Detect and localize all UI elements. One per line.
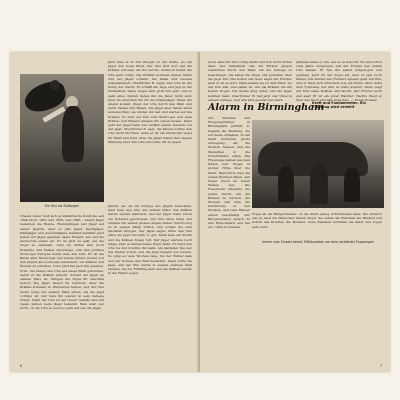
article-text-left: (W.) Minuten und Flugzeugeführer in Birmingham geführt, so begann die Meldung, die wir heute erhielten. In der Stadt herrschte große Aufregung, als die Sirenen heulten und die Menschen in die Schutzräume eilten. Die Flugzeuge kamen aus dem Süden und flogen in großer Höhe über die Stadt. Bald hörte man die ersten Bomben fallen, und Feuer brach an vielen Stellen aus. Die Feuerwehr arbeitete die ganze Nacht, um die Brände zu löschen. Am Morgen sah man die Zerstörung in den Straßen, und viele Häuser waren beschädigt. Der Bürgermeister sprach zu den Einwohnern und bat sie, ruhig zu bleiben. [208, 116, 250, 230]
photo-owl-falconer [20, 74, 104, 202]
article-text-right: Frage an die Bürgermeister, ob die Stadt genug Schutzräume habe. Die Antwort war ja, aber die Menschen hatten Angst. Sie sahen die Flammen am Himmel und hörten das Krachen der Bomben. Viele Familien verließen die Stadt und zogen aufs Land. [252, 212, 382, 229]
owl-head-shape [50, 80, 60, 90]
soldier-figure [278, 166, 294, 202]
left-col1-text: Unsere Leber muß sich großstädtische Kontrolle seit 1848 nicht, 1861 und 1882, und 1896 – Abend Jäger beisetzen die Hunde. Brennpflügen und Jäger auf seiner Jägerin. Aber es gibt Jäger, Dachsjäger, Hahnjäger und Auerwildjäger. Gebhild Gebhild! Jetzt haben wir Jäger gesehen, sagte Eduard, wie und die Antworten sehen wir. Es ist jetzt zu spät, um die Vögel zu sammeln. Aber im Süden sind noch Kraniche und Falken unterwegs, und den größten Stoßvogel Europas nennt man den Uhu. Er ist die Beute aller Raubvögel und wurde immer wieder von den Jägern als Lockvogel verwendet, um Krähen und Elstern zu schießen. Nun! Jetzt hat Jack ihn gesehen, Fritz. Sie haben den Uhu auf einen Pfahl gebunden, damit er die Krähen anlockt. Sobald der Jäger an seinem Platz ist, bringen die Vögel ihr Geschrei hervor. Die Jäger lauern im Versteck. Aber die Krähen kommen zu Hunderten herbei, und der Uhu bleibt ruhig auf seinem Platz sitzen, bis die Jagd vorüber ist und man ihn wieder in sein Gehege bringt. Denn der Uhu ist ein treuer Gehilfe und seit vielen Jahren beim Jäger bekannt. Man weiß nur nicht, ob der Uhu es auch so gern hat wie die Jäger. [20, 214, 104, 311]
right-col1-text: nach, dass der Uhu ruhig bleibt und sich nicht stören lässt. Der Geheimrat und der Förster gingen zusammen durch den Wald, um die Gehege zu besichtigen. Sie sahen die Vögel und sprachen über die Jagd. Ein Uhu kostet viel Geld, sagte der Förster, aber er ist es wert. Dann kamen sie zu dem Platz, wo der Uhu saß, und sahen zu, wie die Krähen um ihn herum flogen. Die Sonne ging unter, und die Jäger kehrten heim. Oberförster W. hat jetzt vier Uhus in seinem Gehege, und alle sind gesund und stark. [208, 60, 292, 102]
right-page [200, 52, 390, 372]
soldier-figure [344, 168, 360, 202]
falconer-body-shape [62, 106, 84, 162]
left-page [10, 52, 200, 372]
right-page-number: 7 [379, 364, 382, 368]
right-photo-caption: Immer zum Einsatz bereit. Militärposten vor dem zerstörten Flugzeugen [262, 240, 374, 244]
soldier-figure [310, 164, 328, 204]
left-photo-caption: Ein Uhu als Stoßvogel [45, 204, 79, 208]
left-col3-text: Jahren, als sie die Gruppe des Jägers besuchten, fand man den Uhu auf seinem Platz. Die Krähen waren wieder zahlreich, und der Jäger hatte schon ein Dutzend geschossen. Der Uhu blieb ruhig und schaute mit seinen großen Augen umher. Nachts flog er in seinen Käfig zurück und schlief bis zum nächsten Morgen. Der Jäger sagte: Ohne den Uhu wäre die Jagd nur halb so gut. Dann kam ein Sturm und die Krähen flogen fort. Der Jäger wartete noch lange, aber es kamen keine Vögel mehr. Er band den Uhu los und brachte ihn heim. Am nächsten Tag war das Wetter schön, und die Jagd begann von neuem. So ging es viele Wochen lang, bis der Winter kam und der Schnee den Wald bedeckte. Dann ruhte die Jagd, und der Uhu durfte in seinem warmen Stall bleiben, bis der Frühling kam und die Krähen wieder in die Felder zogen. [108, 204, 192, 276]
photo-soldiers-plane [252, 120, 384, 208]
article-subhead: Kraft und Fundamenten. Ein Flugzeug wird verteilt [312, 101, 366, 110]
right-col2-text: pflanzen kann so tun, wie er es braucht. Es sind schon viele Jahre vergangen, seit der Förster den ersten Uhu bekam. Er hat ihn selbst aufgezogen und gepflegt. Jetzt ist der Vogel alt, aber er jagt noch immer. Die Kinder des Försters spielen gern mit ihm, und er lässt sich streicheln wie ein Hund. Aber wehe dem Fremden, der ihm zu nahe kommt! Dann zeigt der Uhu seine Krallen und faucht. Der Förster lacht und sagt: Er ist ein guter Wächter. Nachts fliegt er über das Dach und hält Ausschau. — Erwin Kramer [296, 60, 382, 102]
left-page-number: 6 [20, 364, 23, 368]
article-headline: Alarm in Birmingham [208, 102, 325, 113]
magazine-spread [10, 52, 390, 372]
left-col2-text: Jetzt kam er in den Bergen zu der Stelle, wo ein Jäger den Vogel fängt. Der Uhu sitzt dort und die Krähen schreien um ihn herum. Dennoch bleibt der Uhu ganz ruhig. Die Krähen kommen immer näher und der Jäger schießt. Sie fallen und werden aufgesammelt. Oberförster R. sagte: Der Uhu ist der König der Nacht. Er schläft am Tage und jagt in der Dunkelheit. Seine Augen sind groß und gelb, und er sieht alles. Darum lieben ihn die Jäger nicht sehr, aber sie brauchen ihn für die Krähenjagd. Wenn der Abend kommt, fliegt der Uhu durch den Wald und sucht Mäuse und Hasen. Die Jäger aber haben einen anderen Plan: sie binden ihn fest und warten auf die Krähen. So wird der Uhu zum Stoßvogel, und viele Krähen und Elstern müssen ihr Leben lassen. Dann geht der Jäger heim und erzählt seinen Kindern von der Jagd. Oberförster R. sagt, die Kinder sollten den Uhu nicht fürchten, denn er ist ein nützlicher Vogel für Wald und Feld. Aber die Jäger haben ihre eigene Meinung über den Uhu und seine Art zu jagen. [108, 60, 192, 144]
